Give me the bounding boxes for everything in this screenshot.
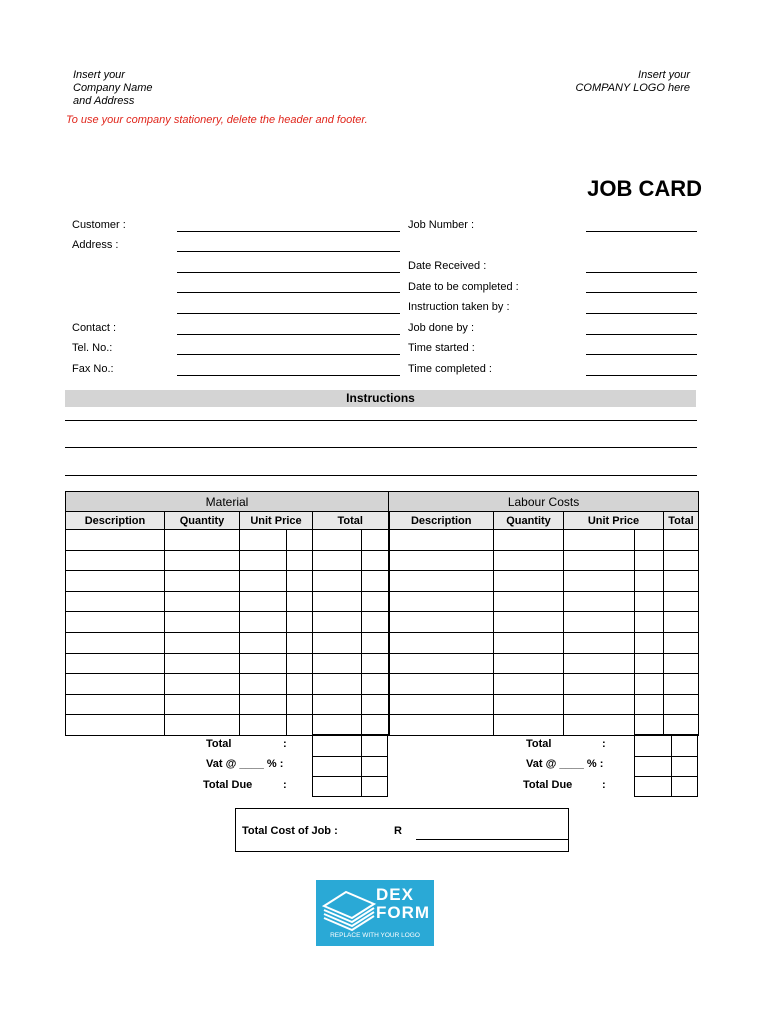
material-totals-rule-1 (313, 756, 387, 757)
paper-stack-icon (320, 886, 378, 932)
address-line-3[interactable] (177, 292, 400, 293)
table-row (66, 612, 699, 633)
labour-total-colon: : (602, 738, 606, 750)
labour-col-total: Total (664, 512, 699, 530)
material-cell[interactable] (362, 715, 389, 736)
material-total-label: Total (206, 738, 232, 750)
labour-totals-divider (671, 735, 672, 796)
logo-tagline: REPLACE WITH YOUR LOGO (330, 932, 420, 939)
address-label: Address : (72, 239, 119, 251)
labour-cell[interactable] (564, 694, 635, 715)
material-cell[interactable] (240, 715, 287, 736)
labour-totals-rule-1 (635, 756, 697, 757)
material-cell[interactable] (165, 571, 240, 592)
labour-cell[interactable] (389, 591, 494, 612)
material-cell[interactable] (362, 530, 389, 551)
material-total-due-label: Total Due (203, 779, 253, 791)
material-cell[interactable] (313, 591, 362, 612)
labour-cell[interactable] (389, 653, 494, 674)
material-vat-label: Vat @ ____ % : (206, 758, 284, 770)
labour-cell[interactable] (494, 612, 564, 633)
fax-label: Fax No.: (72, 363, 114, 375)
labour-cell[interactable] (389, 530, 494, 551)
labour-totals-box (634, 734, 698, 797)
address-line-4[interactable] (177, 313, 400, 314)
material-cell[interactable] (313, 571, 362, 592)
material-cell[interactable] (66, 550, 165, 571)
job-done-by-label: Job done by : (408, 322, 475, 334)
material-col-quantity: Quantity (165, 512, 240, 530)
material-cell[interactable] (287, 530, 313, 551)
material-cell[interactable] (165, 591, 240, 612)
material-cell[interactable] (66, 591, 165, 612)
table-row (66, 530, 699, 551)
material-cell[interactable] (313, 632, 362, 653)
material-cell[interactable] (287, 571, 313, 592)
material-cell[interactable] (362, 653, 389, 674)
labour-vat-label: Vat @ ____ % : (526, 758, 604, 770)
address-line-1[interactable] (177, 251, 400, 252)
material-cell[interactable] (240, 530, 287, 551)
material-cell[interactable] (66, 612, 165, 633)
labour-cell[interactable] (564, 571, 635, 592)
labour-cell[interactable] (389, 694, 494, 715)
labour-cell[interactable] (664, 550, 699, 571)
material-total-colon: : (283, 738, 287, 750)
job-number-line[interactable] (586, 231, 697, 232)
labour-cell[interactable] (664, 632, 699, 653)
labour-col-unit-price: Unit Price (564, 512, 664, 530)
labour-total-due-label: Total Due (523, 779, 573, 791)
labour-cell[interactable] (494, 715, 564, 736)
material-cell[interactable] (240, 632, 287, 653)
labour-cell[interactable] (635, 674, 664, 695)
company-line-2: Company Name (73, 82, 153, 94)
material-cell[interactable] (66, 653, 165, 674)
material-cell[interactable] (287, 591, 313, 612)
labour-cell[interactable] (664, 715, 699, 736)
material-cell[interactable] (313, 550, 362, 571)
company-address-placeholder (73, 69, 152, 108)
labour-cell[interactable] (664, 674, 699, 695)
labour-total-label: Total (526, 738, 552, 750)
labour-cell[interactable] (389, 550, 494, 571)
instructions-line-2[interactable] (65, 447, 697, 448)
labour-cell[interactable] (664, 530, 699, 551)
material-cell[interactable] (287, 694, 313, 715)
labour-col-quantity: Quantity (494, 512, 564, 530)
customer-line[interactable] (177, 231, 400, 232)
instruction-taken-line[interactable] (586, 313, 697, 314)
labour-heading: Labour Costs (389, 492, 699, 512)
material-col-unit-price: Unit Price (240, 512, 313, 530)
dexform-logo (316, 880, 434, 946)
table-row (66, 550, 699, 571)
material-cell[interactable] (362, 571, 389, 592)
material-cell[interactable] (362, 591, 389, 612)
material-cell[interactable] (66, 571, 165, 592)
material-cell[interactable] (362, 550, 389, 571)
material-cell[interactable] (240, 571, 287, 592)
contact-label: Contact : (72, 322, 117, 334)
material-cell[interactable] (313, 530, 362, 551)
labour-totals-rule-2 (635, 776, 697, 777)
cost-table (65, 491, 699, 736)
material-cell[interactable] (165, 694, 240, 715)
material-cell[interactable] (287, 715, 313, 736)
labour-cell[interactable] (664, 653, 699, 674)
material-cell[interactable] (66, 694, 165, 715)
time-started-label: Time started : (408, 342, 475, 354)
labour-cell[interactable] (635, 571, 664, 592)
labour-cell[interactable] (664, 571, 699, 592)
material-cell[interactable] (240, 612, 287, 633)
labour-cell[interactable] (564, 591, 635, 612)
labour-cell[interactable] (494, 674, 564, 695)
labour-cell[interactable] (389, 571, 494, 592)
labour-cell[interactable] (564, 550, 635, 571)
material-cell[interactable] (165, 653, 240, 674)
material-cell[interactable] (362, 632, 389, 653)
logo-text-form: FORM (376, 903, 431, 922)
cost-table-body (66, 530, 699, 736)
material-cell[interactable] (313, 694, 362, 715)
labour-cell[interactable] (635, 632, 664, 653)
labour-cell[interactable] (635, 612, 664, 633)
material-cell[interactable] (165, 674, 240, 695)
labour-col-description: Description (389, 512, 494, 530)
material-cell[interactable] (240, 550, 287, 571)
logo-line-1: Insert your (638, 69, 690, 81)
labour-cell[interactable] (635, 694, 664, 715)
company-line-3: and Address (73, 95, 135, 107)
material-cell[interactable] (165, 715, 240, 736)
labour-cell[interactable] (564, 632, 635, 653)
labour-cell[interactable] (564, 530, 635, 551)
material-cell[interactable] (313, 674, 362, 695)
material-cell[interactable] (287, 653, 313, 674)
labour-cell[interactable] (389, 674, 494, 695)
time-completed-line[interactable] (586, 375, 697, 376)
tel-label: Tel. No.: (72, 342, 113, 354)
company-line-1: Insert your (73, 69, 125, 81)
labour-cell[interactable] (494, 653, 564, 674)
material-totals-divider (361, 735, 362, 796)
material-total-due-colon: : (283, 779, 287, 791)
labour-cell[interactable] (389, 715, 494, 736)
labour-cell[interactable] (635, 530, 664, 551)
labour-cell[interactable] (494, 550, 564, 571)
labour-cell[interactable] (494, 694, 564, 715)
material-cell[interactable] (287, 674, 313, 695)
total-cost-line[interactable] (416, 839, 568, 840)
material-cell[interactable] (313, 715, 362, 736)
logo-text-dex: DEX (376, 885, 414, 904)
labour-cell[interactable] (389, 612, 494, 633)
material-cell[interactable] (362, 694, 389, 715)
fax-line[interactable] (177, 375, 400, 376)
labour-cell[interactable] (494, 591, 564, 612)
material-cell[interactable] (66, 530, 165, 551)
logo-line-2: COMPANY LOGO here (575, 82, 690, 94)
material-cell[interactable] (313, 653, 362, 674)
address-line-2[interactable] (177, 272, 400, 273)
material-col-description: Description (66, 512, 165, 530)
material-cell[interactable] (165, 550, 240, 571)
table-row (66, 591, 699, 612)
labour-cell[interactable] (494, 571, 564, 592)
job-done-by-line[interactable] (586, 334, 697, 335)
material-cell[interactable] (66, 715, 165, 736)
labour-cell[interactable] (635, 550, 664, 571)
table-row (66, 715, 699, 736)
material-heading: Material (66, 492, 389, 512)
page-title: JOB CARD (587, 176, 702, 201)
labour-cell[interactable] (564, 674, 635, 695)
material-cell[interactable] (165, 632, 240, 653)
labour-cell[interactable] (564, 715, 635, 736)
table-row (66, 694, 699, 715)
material-cell[interactable] (66, 674, 165, 695)
time-started-line[interactable] (586, 354, 697, 355)
instruction-taken-label: Instruction taken by : (408, 301, 510, 313)
job-number-label: Job Number : (408, 219, 475, 231)
material-cell[interactable] (240, 674, 287, 695)
table-row (66, 674, 699, 695)
total-cost-currency: R (394, 825, 402, 837)
labour-cell[interactable] (664, 591, 699, 612)
date-completed-line[interactable] (586, 292, 697, 293)
material-cell[interactable] (240, 653, 287, 674)
table-row (66, 632, 699, 653)
time-completed-label: Time completed : (408, 363, 492, 375)
material-totals-rule-2 (313, 776, 387, 777)
labour-cell[interactable] (494, 530, 564, 551)
material-cell[interactable] (313, 612, 362, 633)
instructions-heading: Instructions (65, 390, 696, 407)
labour-cell[interactable] (635, 591, 664, 612)
material-col-total: Total (313, 512, 389, 530)
material-cell[interactable] (165, 530, 240, 551)
material-cell[interactable] (287, 612, 313, 633)
customer-label: Customer : (72, 219, 126, 231)
tel-line[interactable] (177, 354, 400, 355)
total-cost-box (235, 808, 569, 852)
labour-cell[interactable] (564, 612, 635, 633)
labour-cell[interactable] (635, 653, 664, 674)
labour-cell[interactable] (389, 632, 494, 653)
labour-cell[interactable] (564, 653, 635, 674)
material-cell[interactable] (165, 612, 240, 633)
labour-cell[interactable] (635, 715, 664, 736)
material-totals-box (312, 734, 388, 797)
material-cell[interactable] (287, 550, 313, 571)
material-cell[interactable] (240, 694, 287, 715)
date-received-label: Date Received : (408, 260, 487, 272)
contact-line[interactable] (177, 334, 400, 335)
material-cell[interactable] (66, 632, 165, 653)
stationery-note: To use your company stationery, delete the header and footer. (66, 114, 368, 126)
table-row (66, 653, 699, 674)
material-cell[interactable] (362, 674, 389, 695)
material-cell[interactable] (362, 612, 389, 633)
date-received-line[interactable] (586, 272, 697, 273)
material-cell[interactable] (287, 632, 313, 653)
labour-cell[interactable] (664, 694, 699, 715)
labour-cell[interactable] (664, 612, 699, 633)
material-cell[interactable] (240, 591, 287, 612)
date-completed-label: Date to be completed : (408, 281, 519, 293)
company-logo-placeholder (575, 69, 690, 95)
instructions-line-1[interactable] (65, 420, 697, 421)
instructions-line-3[interactable] (65, 475, 697, 476)
table-row (66, 571, 699, 592)
labour-cell[interactable] (494, 632, 564, 653)
total-cost-label: Total Cost of Job : (242, 825, 338, 837)
labour-total-due-colon: : (602, 779, 606, 791)
